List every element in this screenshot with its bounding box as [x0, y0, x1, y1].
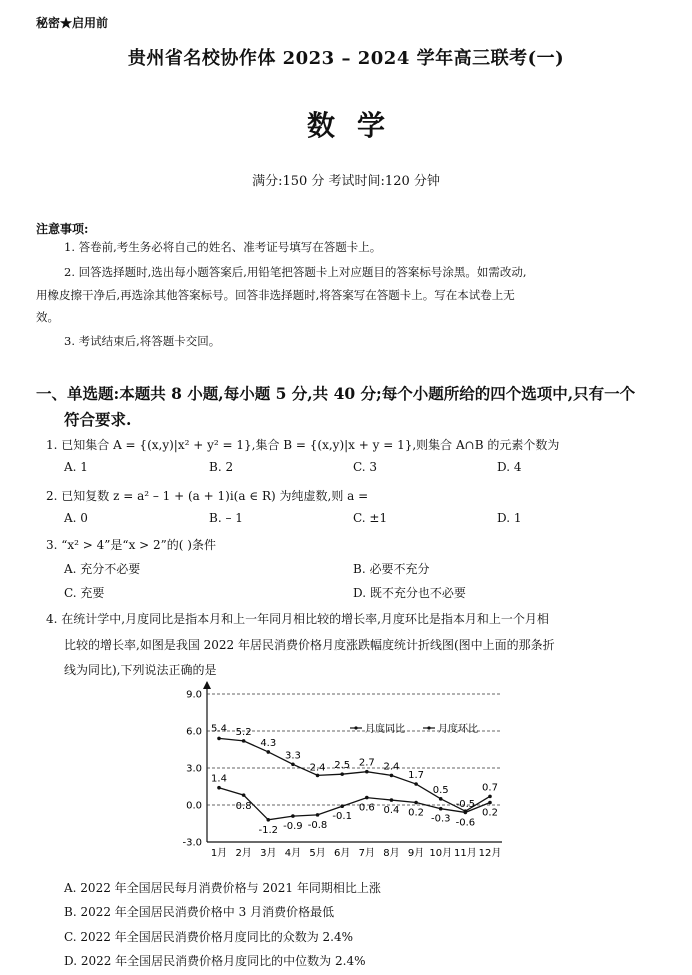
- q2-option-b: B. – 1: [209, 511, 243, 525]
- q4-option-c: C. 2022 年全国居民消费价格月度同比的众数为 2.4%: [64, 930, 354, 944]
- mom-point: [365, 796, 369, 800]
- mom-point: [414, 801, 418, 805]
- x-tick-label: 5月: [309, 848, 326, 859]
- q4-option-a: A. 2022 年全国居民每月消费价格与 2021 年同期相比上涨: [64, 881, 381, 895]
- q1-option-b: B. 2: [209, 460, 234, 474]
- question-4-stem: 比较的增长率,如图是我国 2022 年居民消费价格月度涨跌幅度统计折线图(图中上面的那条折: [64, 638, 555, 652]
- mom-point: [488, 801, 492, 805]
- q4-option-d: D. 2022 年全国居民消费价格月度同比的中位数为 2.4%: [64, 954, 366, 968]
- mom-data-label: -0.6: [455, 817, 476, 829]
- legend-mom-label: 月度环比: [438, 724, 478, 735]
- mom-data-label: -1.2: [258, 824, 279, 836]
- x-tick-label: 2月: [235, 848, 252, 859]
- exam-title: 贵州省名校协作体 2023 – 2024 学年高三联考(一): [127, 48, 565, 69]
- x-tick-label: 7月: [358, 848, 376, 859]
- x-tick-label: 12月: [478, 848, 502, 859]
- yoy-data-label: -0.5: [455, 799, 476, 811]
- mom-point: [242, 793, 246, 797]
- section-heading-cont: 符合要求.: [64, 410, 132, 429]
- yoy-series-line: [219, 738, 490, 811]
- mom-data-label: -0.3: [430, 813, 451, 825]
- mom-point: [316, 813, 320, 817]
- question-4-stem: 线为同比),下列说法正确的是: [64, 663, 217, 677]
- note-line: 效。: [36, 310, 59, 324]
- y-tick-label: 3.0: [186, 763, 202, 775]
- q3-option-d: D. 既不充分也不必要: [353, 586, 466, 600]
- question-1-stem: 1. 已知集合 A = {(x,y)|x² + y² = 1},集合 B = {(x,y)|x + y = 1},则集合 A∩B 的元素个数为: [46, 438, 560, 452]
- legend-yoy-marker: [354, 726, 357, 729]
- mom-data-label: 0.6: [358, 802, 375, 814]
- yoy-data-label: 2.7: [358, 757, 375, 769]
- x-tick-label: 9月: [407, 848, 425, 859]
- q2-option-c: C. ±1: [353, 511, 388, 525]
- yoy-point: [291, 763, 295, 767]
- x-tick-label: 6月: [333, 848, 351, 859]
- q1-option-a: A. 1: [64, 460, 88, 474]
- confidential-mark: 秘密★启用前: [36, 16, 109, 30]
- mom-point: [266, 818, 270, 822]
- x-tick-label: 10月: [429, 848, 453, 859]
- yoy-point: [390, 774, 394, 778]
- yoy-data-label: 5.2: [235, 726, 252, 738]
- y-tick-label: 0.0: [186, 800, 202, 812]
- yoy-point: [414, 782, 418, 786]
- q3-option-b: B. 必要不充分: [353, 562, 430, 576]
- mom-data-label: -0.9: [283, 821, 303, 833]
- mom-data-label: 1.4: [211, 773, 227, 785]
- note-line: 1. 答卷前,考生务必将自己的姓名、准考证号填写在答题卡上。: [64, 240, 382, 254]
- note-line: 2. 回答选择题时,选出每小题答案后,用铅笔把答题卡上对应题目的答案标号涂黑。如需改动,: [64, 265, 527, 279]
- yoy-point: [217, 737, 221, 741]
- q2-option-a: A. 0: [64, 511, 88, 525]
- yoy-data-label: 0.7: [482, 782, 498, 794]
- score-and-time: 满分:150 分 考试时间:120 分钟: [252, 174, 440, 189]
- yoy-point: [242, 739, 246, 743]
- mom-data-label: 0.2: [408, 807, 425, 819]
- yoy-point: [340, 772, 344, 776]
- mom-data-label: -0.1: [332, 811, 352, 823]
- q2-option-d: D. 1: [497, 511, 522, 525]
- yoy-point: [488, 795, 492, 799]
- x-tick-label: 11月: [453, 848, 477, 859]
- q1-option-d: D. 4: [497, 460, 522, 474]
- x-tick-label: 4月: [284, 848, 302, 859]
- mom-point: [439, 807, 443, 811]
- question-4-stem: 4. 在统计学中,月度同比是指本月和上一年同月相比较的增长率,月度环比是指本月和上一个月相: [46, 612, 549, 626]
- yoy-point: [439, 797, 443, 801]
- yoy-data-label: 5.4: [211, 723, 227, 735]
- mom-data-label: 0.2: [482, 807, 498, 819]
- yoy-data-label: 1.7: [408, 770, 425, 782]
- note-line: 3. 考试结束后,将答题卡交回。: [64, 334, 221, 348]
- yoy-data-label: 2.4: [309, 762, 326, 774]
- legend-mom-marker: [427, 726, 430, 729]
- y-tick-label: 9.0: [186, 689, 202, 701]
- section-heading: 一、单选题:本题共 8 小题,每小题 5 分,共 40 分;每个小题所给的四个选项中,只有一个: [36, 384, 636, 403]
- q1-option-c: C. 3: [353, 460, 378, 474]
- q3-option-c: C. 充要: [64, 586, 105, 600]
- mom-point: [390, 798, 394, 802]
- q3-option-a: A. 充分不必要: [64, 562, 141, 576]
- yoy-point: [316, 774, 320, 778]
- question-2-stem: 2. 已知复数 z = a² – 1 + (a + 1)i(a ∈ R) 为纯虚数,则 a =: [46, 489, 369, 503]
- yoy-point: [266, 750, 270, 754]
- yoy-data-label: 2.4: [383, 761, 400, 773]
- notes-heading: 注意事项:: [36, 222, 89, 236]
- yoy-data-label: 0.5: [432, 784, 449, 796]
- mom-point: [217, 786, 221, 790]
- subject-title: 数学: [306, 109, 407, 142]
- mom-point: [340, 804, 344, 808]
- yoy-data-label: 2.5: [334, 760, 351, 772]
- yoy-point: [365, 770, 369, 774]
- y-tick-label: 6.0: [186, 726, 202, 738]
- q4-option-b: B. 2022 年全国居民消费价格中 3 月消费价格最低: [64, 905, 335, 919]
- mom-point: [291, 814, 295, 818]
- x-tick-label: 3月: [260, 848, 277, 859]
- y-axis-arrow: [203, 681, 211, 689]
- cpi-line-chart: [150, 680, 520, 870]
- mom-data-label: 0.4: [383, 805, 400, 817]
- note-line: 用橡皮擦干净后,再选涂其他答案标号。回答非选择题时,将答案写在答题卡上。写在本试卷上无: [36, 288, 515, 302]
- mom-data-label: 0.8: [235, 801, 252, 813]
- legend-yoy-label: 月度同比: [365, 724, 405, 735]
- mom-data-label: -0.8: [307, 819, 328, 831]
- question-3-stem: 3. “x² > 4”是“x > 2”的( )条件: [46, 538, 216, 552]
- yoy-data-label: 3.3: [284, 750, 301, 762]
- y-tick-label: -3.0: [182, 837, 202, 849]
- yoy-data-label: 4.3: [260, 737, 277, 749]
- x-tick-label: 8月: [383, 848, 400, 859]
- mom-point: [464, 811, 468, 815]
- x-tick-label: 1月: [210, 848, 228, 859]
